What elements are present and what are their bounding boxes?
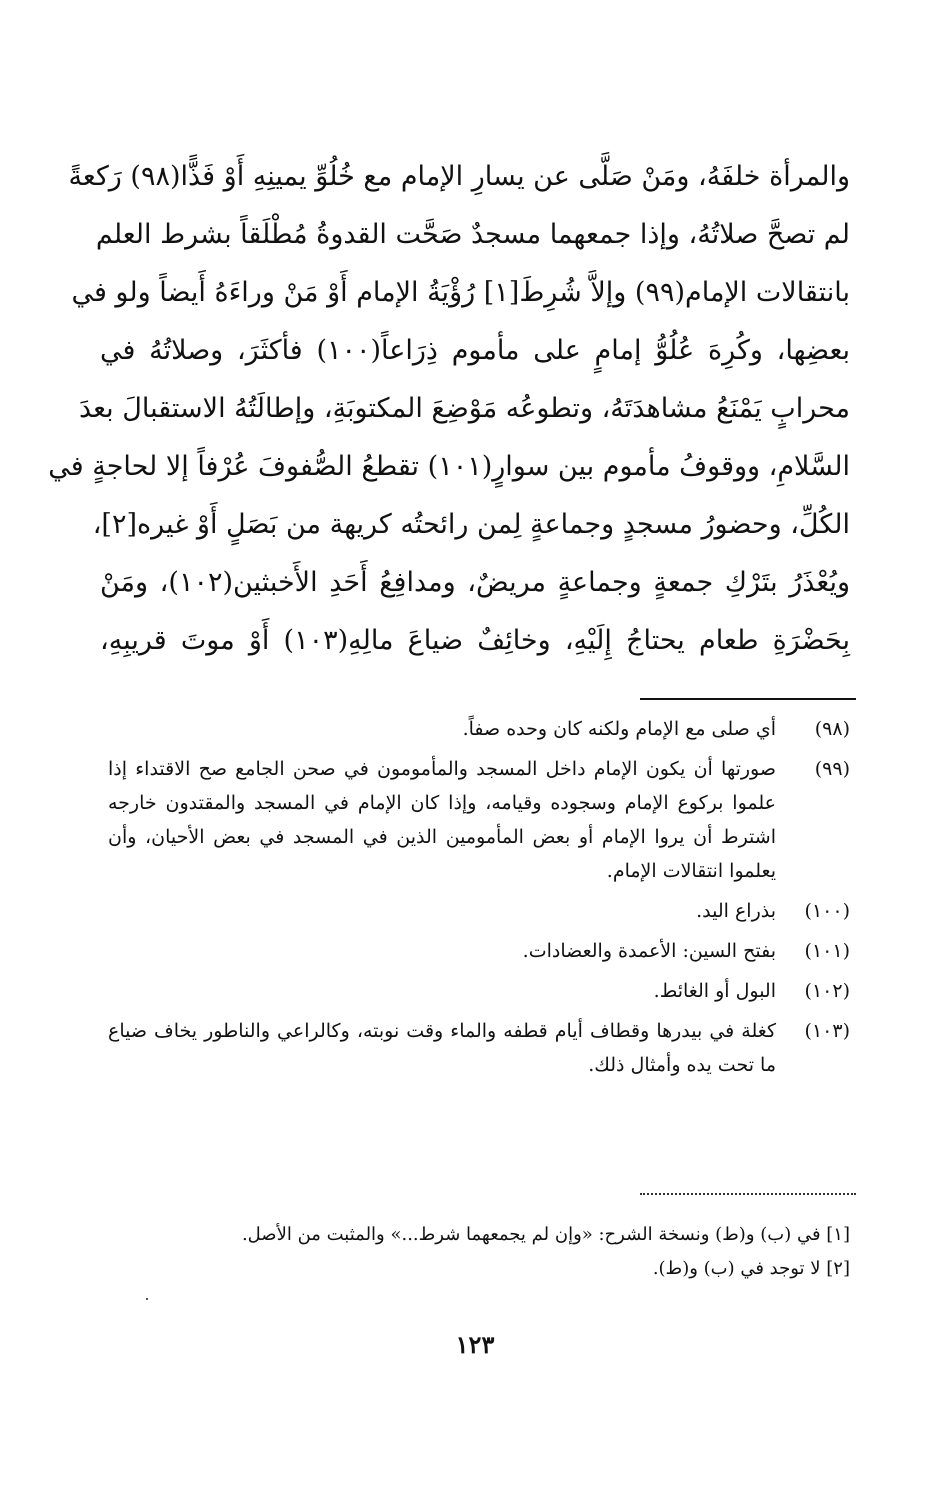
- main-text-line: بِحَضْرَةِ طعام يحتاجُ إِلَيْهِ، وخائِفٌ ضياعَ مالِهِ(١٠٣) أَوْ موتَ قريبِهِ،: [100, 625, 850, 656]
- main-text: [48, 148, 851, 670]
- main-text-line: والمرأة خلفَهُ، ومَنْ صَلَّى عن يسارِ الإمام مع خُلُوِّ يمينِهِ أَوْ فَذًّا(٩٨) رَكعةً: [68, 161, 850, 192]
- main-text-line: محرابٍ يَمْنَعُ مشاهدَتَهُ، وتطوعُه مَوْضِعَ المكتوبَةِ، وإطالَتُهُ الاستقبالَ بعدَ: [78, 393, 850, 424]
- footnote: [108, 934, 850, 968]
- main-text-line: لم تصحَّ صلاتُهُ، وإذا جمعهما مسجدٌ صَحَّت القدوةُ مُطْلَقاً بشرط العلم: [95, 219, 850, 250]
- footnote-text: البول أو الغائط.: [653, 980, 776, 1002]
- footnote-separator: [640, 698, 856, 700]
- footnotes: [108, 712, 850, 1088]
- footnote-text: أي صلى مع الإمام ولكنه كان وحده صفاً.: [462, 718, 776, 740]
- footnote-number: (١٠٢): [804, 980, 850, 1002]
- main-text-line: بعضِها، وكُرِهَ عُلُوُّ إمامٍ على مأموم ذِرَاعاً(١٠٠) فأكثَرَ، وصلاتُهُ في: [100, 335, 850, 366]
- main-text-line: الكُلِّ، وحضورُ مسجدٍ وجماعةٍ لِمن رائحتُه كريهة من بَصَلٍ أَوْ غيره[٢]،: [92, 509, 850, 540]
- footnote-number: (١٠١): [804, 940, 850, 962]
- variant-notes-separator: [640, 1193, 856, 1201]
- footnote-text: بفتح السين: الأعمدة والعضادات.: [522, 940, 776, 962]
- footnote: [108, 752, 850, 888]
- footnote-number: (١٠٣): [804, 1020, 850, 1042]
- footnote: [108, 974, 850, 1008]
- scan-speck: [146, 1298, 148, 1300]
- footnote-number: (٩٨): [814, 718, 850, 740]
- footnote: [108, 712, 850, 746]
- footnote-number: (١٠٠): [804, 900, 850, 922]
- main-text-line: ويُعْذَرُ بتَرْكِ جمعةٍ وجماعةٍ مريضٌ، ومدافِعُ أَحَدِ الأَخبثين(١٠٢)، ومَنْ: [100, 567, 851, 598]
- variant-note: [٢] لا توجد في (ب) و(ط).: [652, 1258, 850, 1279]
- variant-note: [١] في (ب) و(ط) ونسخة الشرح: «وإن لم يجمعهما شرط...» والمثبت من الأصل.: [241, 1224, 850, 1245]
- footnote-text: كغلة في بيدرها وقطاف أيام قطفه والماء وقت نوبته، وكالراعي والناطور يخاف ضياع ما تحت يده وأمثال ذلك.: [108, 1020, 776, 1076]
- main-text-line: السَّلامِ، ووقوفُ مأموم بين سوارٍ(١٠١) تقطعُ الصُّفوفَ عُرْفاً إلا لحاجةٍ في: [48, 451, 850, 482]
- main-text-line: بانتقالات الإمام(٩٩) وإلاَّ شُرِطَ[١] رُؤْيَةُ الإمام أَوْ مَنْ وراءَهُ أَيضاً ولو في: [71, 277, 850, 308]
- variant-notes: [150, 1218, 850, 1286]
- page-number: ١٢٣: [455, 1330, 495, 1359]
- footnote: [108, 1014, 850, 1082]
- footnote-number: (٩٩): [814, 758, 850, 780]
- footnote: [108, 894, 850, 928]
- footnote-text: بذراع اليد.: [696, 900, 776, 922]
- footnote-text: صورتها أن يكون الإمام داخل المسجد والمأمومون في صحن الجامع صح الاقتداء إذا علموا بركوع الإمام وسجوده وقيامه، وإذا كان الإمام في المسجد والمقتدون خارجه اشترط أن يروا الإمام أو بعض المأمومين الذين في المسجد في بعض الأحيان، وأن يعلموا انتقالات الإمام.: [108, 758, 776, 882]
